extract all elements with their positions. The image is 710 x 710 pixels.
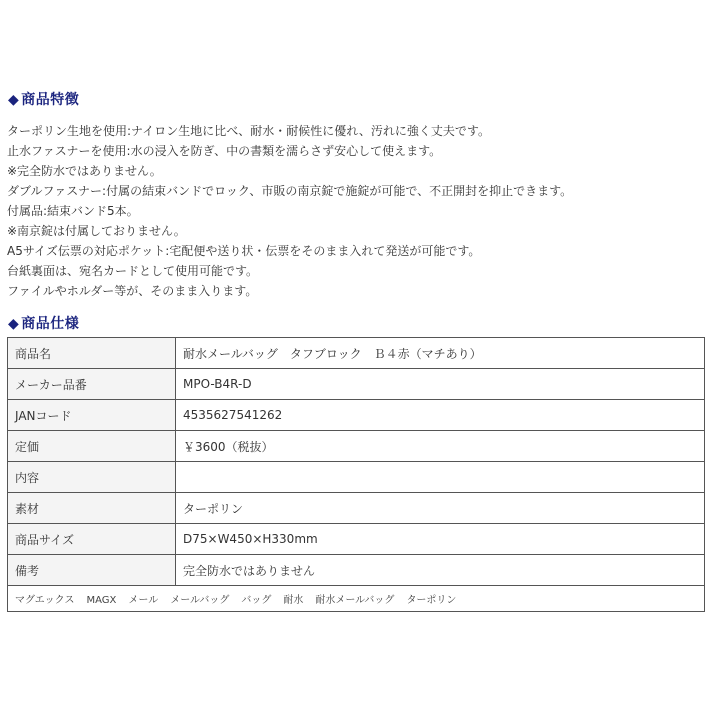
- spec-row-notes: [8, 555, 705, 586]
- tags-cell: [8, 586, 705, 612]
- spec-label: 内容: [8, 462, 176, 493]
- features-heading-title: 商品特徴: [21, 92, 80, 108]
- feature-line: 台紙裏面は、宛名カードとして使用可能です。: [7, 264, 259, 278]
- spec-label: 商品サイズ: [8, 524, 176, 555]
- spec-value: 4535627541262: [176, 400, 705, 431]
- tag-keyword: 耐水メールバッグ: [315, 595, 395, 606]
- spec-row-jan-code: [8, 400, 705, 431]
- feature-line: ダブルファスナー:付属の結束バンドでロック、市販の南京錠で施錠が可能で、不正開封を抑止できます。: [7, 184, 573, 198]
- diamond-bullet-icon: ◆: [8, 92, 20, 108]
- specs-heading-title: 商品仕様: [21, 316, 80, 332]
- spec-label: メーカー品番: [8, 369, 176, 400]
- spec-row-material: [8, 493, 705, 524]
- spec-row-size: [8, 524, 705, 555]
- spec-value: 耐水メールバッグ タフブロック Ｂ４赤（マチあり）: [176, 338, 705, 369]
- spec-label: 定価: [8, 431, 176, 462]
- spec-label: 備考: [8, 555, 176, 586]
- spec-label: 素材: [8, 493, 176, 524]
- spec-row-product-name: [8, 338, 705, 369]
- feature-line: 付属品:結束バンド5本。: [7, 204, 139, 218]
- feature-line: ※完全防水ではありません。: [7, 164, 162, 178]
- diamond-bullet-icon: ◆: [8, 316, 20, 332]
- spec-value: MPO-B4R-D: [176, 369, 705, 400]
- tag-keyword: メールバッグ: [170, 595, 230, 606]
- feature-line: A5サイズ伝票の対応ポケット:宅配便や送り状・伝票をそのまま入れて発送が可能です。: [7, 244, 481, 258]
- features-heading: [8, 89, 79, 109]
- features-text: [7, 121, 703, 301]
- spec-row-model-number: [8, 369, 705, 400]
- spec-value: ターポリン: [176, 493, 705, 524]
- tag-keyword: MAGX: [86, 595, 117, 606]
- spec-label: JANコード: [8, 400, 176, 431]
- specs-heading: [8, 313, 79, 333]
- tag-keyword: メール: [128, 595, 159, 606]
- spec-value: [176, 462, 705, 493]
- tag-keyword: マグエックス: [15, 595, 75, 606]
- spec-row-list-price: [8, 431, 705, 462]
- spec-value: ￥3600（税抜）: [176, 431, 705, 462]
- feature-line: ファイルやホルダー等が、そのまま入ります。: [7, 284, 258, 298]
- spec-table: [7, 337, 705, 612]
- feature-line: 止水ファスナーを使用:水の浸入を防ぎ、中の書類を濡らさず安心して使えます。: [7, 144, 442, 158]
- tags-row: [8, 586, 705, 612]
- spec-label: 商品名: [8, 338, 176, 369]
- tag-keyword: バッグ: [241, 595, 272, 606]
- feature-line: ※南京錠は付属しておりません。: [7, 224, 186, 238]
- tag-keyword: ターポリン: [406, 595, 457, 606]
- spec-value: 完全防水ではありません: [176, 555, 705, 586]
- tag-keyword: 耐水: [283, 595, 304, 606]
- spec-value: D75×W450×H330mm: [176, 524, 705, 555]
- spec-row-contents: [8, 462, 705, 493]
- feature-line: ターポリン生地を使用:ナイロン生地に比べ、耐水・耐候性に優れ、汚れに強く丈夫です。: [7, 124, 490, 138]
